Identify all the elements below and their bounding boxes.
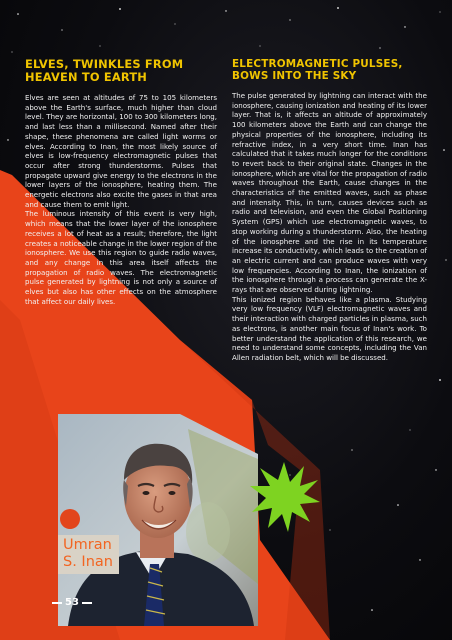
caption-last-name: S. Inan <box>63 554 113 570</box>
left-paragraph: Elves are seen at altitudes of 75 to 105 kilometers above the Earth's surface, much higher than cloud level. They are horizontal, 100 to 300 kilometers long, and last less than a millisecond. Named after their shape, these phenomena are called light worms or elves. According to Inan, the most likely source of elves is low-frequency electromagnetic pulses that occur after strong thunderstorms. Pulses that propagate upward give energy to the electrons in the lower layers of the ionosphere, heating them. The energetic electrons also excite the gases in that area and cause them to emit light. <box>25 93 217 209</box>
person-caption <box>58 535 119 574</box>
left-article-column <box>25 58 217 306</box>
right-paragraph: The pulse generated by lightning can interact with the ionosphere, causing ionization and heating of its lower layer. That is, it affects an altitude of approximately 100 kilometers above the Earth and can change the physical properties of the ionosphere, including its refractive index, in a very short time. Inan has calculated that it takes much longer for the conditions to revert back to their original state. Changes in the ionosphere, which are vital for the propagation of radio waves throughout the Earth, cause changes in the characteristics of the emitted waves, such as phase and intensity. This, in turn, causes devices such as radio and television, and even the Global Positioning System (GPS) which use electromagnetic waves, to stop working during a thunderstorm. Also, the heating of the ionosphere and the rise in its temperature increase its conductivity, which leads to the creation of an electric current and can produce waves with very low frequencies. According to Inan, the ionization of the ionosphere through a process can generate the X-rays that are observed during lightning. <box>232 91 427 295</box>
page-number <box>49 597 95 608</box>
caption-first-name: Umran <box>63 537 112 553</box>
orange-dot-decoration <box>60 509 80 529</box>
right-paragraph: This ionized region behaves like a plasma. Studying very low frequency (VLF) electromagnetic waves and their interaction with charged particles in plasma, such as electrons, is another main focus of Inan's work. To better understand the application of this research, we need to understand some concepts, including the Van Allen radiation belt, which will be discussed. <box>232 294 427 362</box>
left-paragraph: The luminous intensity of this event is very high, which means that the lower layer of the ionosphere receives a lot of heat as a result; therefore, the light creates a noticeable change in the lower region of the ionosphere. We use this region to guide radio waves, and any change in this area itself affects the propagation of radio waves. The electromagnetic pulse generated by lightning is not only a source of elves but also has other effects on the atmosphere that affect our daily lives. <box>25 209 217 306</box>
right-column-heading: ELECTROMAGNETIC PULSES, BOWS INTO THE SKY <box>232 58 403 82</box>
portrait-photo <box>58 414 258 626</box>
page-number-left-bar <box>52 602 62 604</box>
page-number-right-bar <box>82 602 92 604</box>
page-number-value: 53 <box>65 597 79 608</box>
left-column-heading: ELVES, TWINKLES FROM HEAVEN TO EARTH <box>25 57 184 84</box>
green-starburst-icon <box>248 460 320 532</box>
right-article-column <box>232 58 427 363</box>
